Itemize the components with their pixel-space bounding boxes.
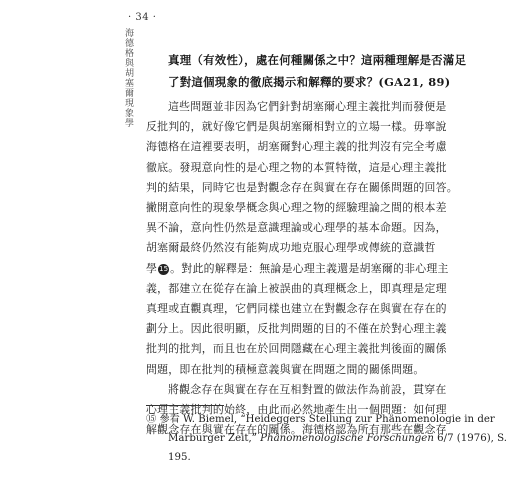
quote-line: 真理（有效性），處在何種關係之中？這兩種理解是否滿足: [168, 53, 467, 67]
footnote-line: 195.: [168, 452, 191, 463]
body-line-rest: 。對此的解釋是：無論是心理主義還是胡塞爾的非心理主: [170, 261, 449, 275]
body-line: 撇開意向性的現象學概念與心理之物的經驗理論之間的根本差: [146, 201, 447, 215]
body-line: 心理主義批判的始終，由此而必然地產生出一個問題：如何理: [146, 403, 447, 417]
body-line: 異不論，意向性仍然是意識理論或心理學的基本命題。因為，: [146, 221, 447, 235]
body-line: 解觀念存在與實在存在的關係。海德格認為所有那些在觀念存: [146, 423, 447, 437]
body-text: [146, 97, 486, 440]
body-line: 問題，即在批判的積極意義與實在問題之間的關係問題。: [146, 362, 425, 376]
body-line: 海德格在這裡要表明，胡塞爾對心理主義的批判沒有完全考慮: [146, 140, 447, 154]
body-line: 徹底。發現意向性的是心理之物的本質特徵，這是心理主義批: [146, 160, 447, 174]
body-line: 胡塞爾最終仍然沒有能夠成功地克服心理學或傳統的意識哲: [146, 241, 436, 255]
footnote-line: ⑮ 參看 W. Biemel, “Heideggers Stellung zur Phänomenologie in der: [146, 414, 495, 425]
body-line: 這些問題並非因為它們針對胡塞爾心理主義批判而發便是: [168, 100, 447, 113]
body-line: 批判的批判，而且也在於回問隱藏在心理主義批判後面的關係: [146, 342, 447, 356]
footnote-line: Marburger Zeit,” Phänomenologische Forschungen 6/7 (1976), S.: [168, 433, 507, 444]
running-title: 海德格與胡塞爾現象學: [123, 28, 133, 128]
block-quote: [168, 49, 486, 93]
body-line: [146, 259, 486, 279]
footnote: [146, 410, 507, 467]
body-line: 將觀念存在與實在存在互相對置的做法作為前設，貫穿在: [168, 382, 447, 396]
body-line: 判的結果，同時它也是對觀念存在與實在存在關係問題的回答。: [146, 180, 458, 194]
body-line: 劃分上。因此很明顯，反批判問題的目的不僅在於對心理主義: [146, 322, 447, 336]
body-line: 真理或直觀真理，它們同樣也建立在對觀念存在與實在存在的: [146, 302, 447, 316]
body-line: 義，都建立在從存在論上被誤曲的真理概念上，即真理是定理: [146, 281, 447, 295]
footnote-marker: ⑮: [146, 414, 157, 425]
journal-title: Phänomenologische Forschungen: [260, 433, 434, 444]
body-line-start: 學: [146, 261, 158, 275]
footnote-marker-icon[interactable]: 15: [158, 264, 169, 273]
quote-line: 了對這個現象的徹底揭示和解釋的要求？(GA21, 89): [168, 75, 451, 89]
body-line: 反批判的，就好像它們是與胡塞爾相對立的立場一樣。毋寧說: [146, 120, 447, 134]
page-number: · 34 ·: [128, 12, 157, 23]
footnote-divider: [146, 405, 224, 406]
